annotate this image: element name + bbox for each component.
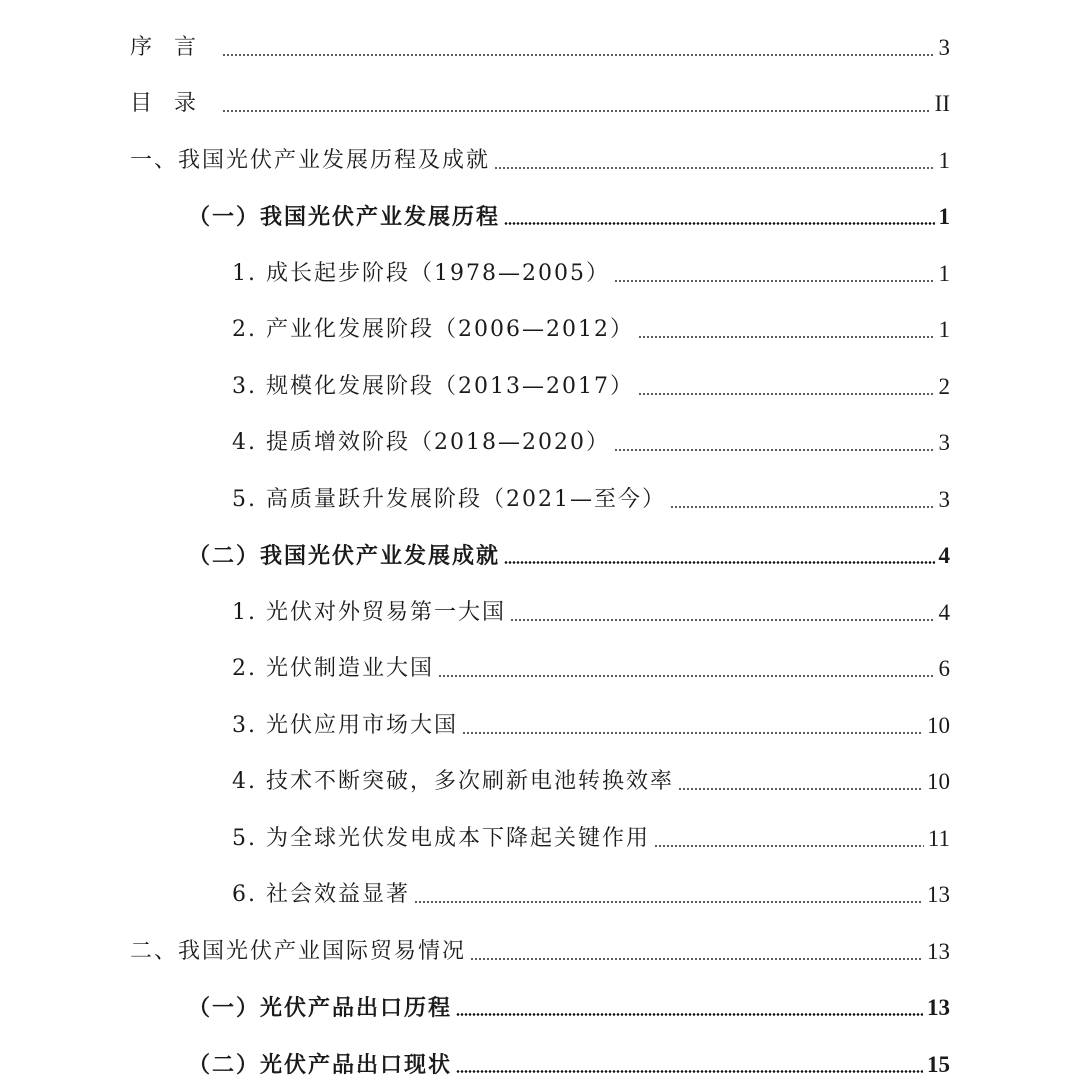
toc-dot-leader	[504, 561, 934, 564]
toc-entry-item[interactable]	[232, 869, 950, 909]
toc-entry-title: 5. 为全球光伏发电成本下降起关键作用	[232, 826, 650, 851]
toc-entry-title: 3. 规模化发展阶段（2013—2017）	[232, 374, 634, 399]
toc-dot-leader	[222, 110, 931, 112]
toc-entry-title: （一）光伏产品出口历程	[188, 995, 453, 1021]
toc-entry-item[interactable]	[232, 700, 950, 740]
toc-entry-title: 4. 技术不断突破，多次刷新电池转换效率	[232, 769, 674, 794]
toc-page-number: 4	[938, 543, 950, 568]
toc-page-number: 3	[938, 487, 950, 512]
toc-dot-leader	[438, 675, 935, 677]
toc-entry-title: 2. 产业化发展阶段（2006—2012）	[232, 317, 634, 342]
toc-entry-title: （一）我国光伏产业发展历程	[188, 204, 501, 230]
toc-entry-title: 4. 提质增效阶段（2018—2020）	[232, 430, 610, 455]
toc-entry-title: 二、我国光伏产业国际贸易情况	[130, 939, 467, 964]
toc-dot-leader	[494, 167, 934, 169]
toc-dot-leader	[504, 222, 934, 225]
toc-page-number: 13	[927, 939, 950, 964]
toc-page-number: 11	[927, 826, 950, 851]
toc-entry-item[interactable]	[232, 643, 950, 683]
toc-page-number: 10	[927, 769, 950, 794]
toc-page-number: 3	[938, 35, 950, 60]
toc-dot-leader	[670, 506, 935, 508]
toc-entry-title: 1. 成长起步阶段（1978—2005）	[232, 261, 610, 286]
toc-page-number: II	[934, 91, 950, 116]
toc-page-number: 10	[927, 713, 950, 738]
toc-entry-title: （二）我国光伏产业发展成就	[188, 543, 501, 569]
toc-entry-preface[interactable]	[130, 22, 950, 62]
toc-entry-title: 2. 光伏制造业大国	[232, 656, 434, 681]
toc-dot-leader	[456, 1070, 923, 1073]
toc-page-number: 1	[938, 148, 950, 173]
toc-entry-item[interactable]	[232, 417, 950, 457]
toc-entry-title: 序言	[130, 35, 219, 60]
toc-page-number: 1	[938, 317, 950, 342]
toc-entry-title: 目录	[130, 91, 219, 116]
toc-page-number: 13	[927, 995, 950, 1020]
toc-entry-contents[interactable]	[130, 78, 950, 118]
toc-entry-section-2-2[interactable]	[188, 1039, 950, 1079]
toc-dot-leader	[456, 1013, 923, 1016]
toc-dot-leader	[638, 336, 935, 338]
toc-page-number: 1	[938, 261, 950, 286]
toc-entry-title: 一、我国光伏产业发展历程及成就	[130, 148, 491, 173]
toc-entry-title: 6. 社会效益显著	[232, 882, 410, 907]
toc-dot-leader	[462, 732, 923, 734]
toc-entry-title: 5. 高质量跃升发展阶段（2021—至今）	[232, 487, 666, 512]
toc-entry-item[interactable]	[232, 587, 950, 627]
toc-dot-leader	[638, 393, 935, 395]
toc-page-number: 3	[938, 430, 950, 455]
toc-entry-item[interactable]	[232, 474, 950, 514]
toc-entry-item[interactable]	[232, 304, 950, 344]
toc-dot-leader	[614, 449, 935, 451]
toc-entry-section-1-1[interactable]	[188, 191, 950, 231]
toc-entry-chapter-1[interactable]	[130, 135, 950, 175]
toc-page-number: 13	[927, 882, 950, 907]
toc-entry-title: （二）光伏产品出口现状	[188, 1052, 453, 1078]
toc-dot-leader	[678, 788, 923, 790]
toc-entry-section-1-2[interactable]	[188, 530, 950, 570]
toc-page-number: 1	[938, 204, 950, 229]
toc-entry-item[interactable]	[232, 361, 950, 401]
toc-page-number: 4	[938, 600, 950, 625]
toc-page-number: 2	[938, 374, 950, 399]
toc-entry-item[interactable]	[232, 813, 950, 853]
toc-page-number: 15	[927, 1052, 950, 1077]
toc-entry-section-2-1[interactable]	[188, 982, 950, 1022]
toc-dot-leader	[470, 958, 923, 960]
toc-entry-title: 1. 光伏对外贸易第一大国	[232, 600, 506, 625]
toc-entry-item[interactable]	[232, 756, 950, 796]
toc-dot-leader	[414, 901, 923, 903]
toc-entry-chapter-2[interactable]	[130, 926, 950, 966]
toc-page-number: 6	[938, 656, 950, 681]
toc-entry-item[interactable]	[232, 248, 950, 288]
toc-dot-leader	[614, 280, 935, 282]
toc-entry-title: 3. 光伏应用市场大国	[232, 713, 458, 738]
toc-dot-leader	[222, 54, 934, 56]
toc-dot-leader	[654, 845, 924, 847]
toc-dot-leader	[510, 619, 935, 621]
